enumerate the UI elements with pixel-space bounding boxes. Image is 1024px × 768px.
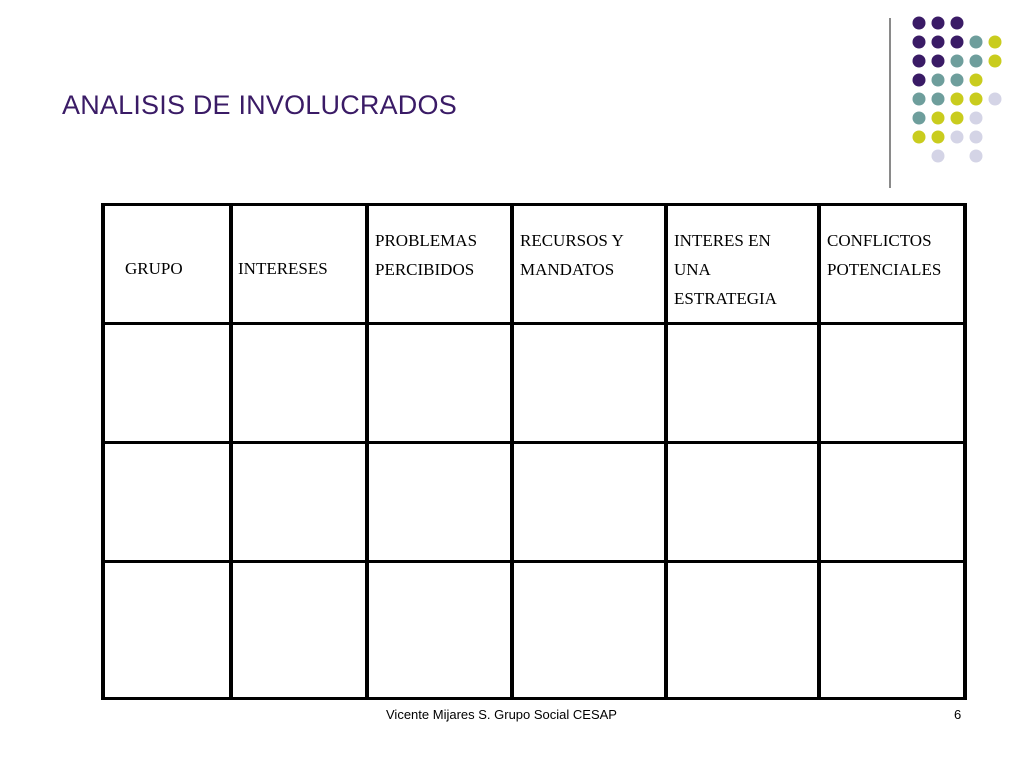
header-interes-estrategia: INTERES EN UNA ESTRATEGIA [674,231,777,308]
table-column-line [510,203,514,700]
decorative-dot [932,55,945,68]
decorative-dot [970,150,983,163]
header-grupo: GRUPO [125,259,183,278]
table-column-line [664,203,668,700]
table-column-line [963,203,967,700]
decorative-dot [970,55,983,68]
decorative-dot [913,93,926,106]
table-row-line [101,203,967,206]
table-column-line [229,203,233,700]
decorative-dot [951,36,964,49]
decorative-dot [989,36,1002,49]
decorative-dot [932,74,945,87]
decorative-dot [913,131,926,144]
table-column-line [365,203,369,700]
table-row-line [101,697,967,700]
decorative-dot [951,112,964,125]
decorative-dot [951,74,964,87]
decorative-dot [951,17,964,30]
decorative-dot [932,150,945,163]
slide-title: ANALISIS DE INVOLUCRADOS [62,90,457,120]
decorative-dot [989,93,1002,106]
decorative-dot [932,17,945,30]
decorative-dot [970,36,983,49]
header-intereses: INTERESES [238,259,328,278]
header-conflictos-potenciales: CONFLICTOS POTENCIALES [827,231,942,279]
table-row-line [101,441,967,444]
decorative-dot [970,74,983,87]
table-column-line [101,203,105,700]
decorative-dot [932,93,945,106]
decorative-dot [913,55,926,68]
header-recursos-mandatos: RECURSOS Y MANDATOS [520,231,624,279]
page-number: 6 [954,707,962,722]
decorative-dot [970,93,983,106]
decorative-dot [913,112,926,125]
decorative-dot [951,55,964,68]
decorative-dot [932,112,945,125]
decorative-dot [951,93,964,106]
decorative-dot [970,112,983,125]
table-column-line [817,203,821,700]
header-problemas-percibidos: PROBLEMAS PERCIBIDOS [375,231,478,279]
decorative-dot-grid [0,0,1024,200]
decorative-dot [913,17,926,30]
decorative-dot [951,131,964,144]
decorative-dot [913,36,926,49]
decorative-dot [932,131,945,144]
footer-author: Vicente Mijares S. Grupo Social CESAP [386,707,617,722]
decorative-dot [970,131,983,144]
table-row-line [101,322,967,325]
decorative-dot [989,55,1002,68]
decorative-dot [913,74,926,87]
stakeholder-table [101,203,967,700]
table-row-line [101,560,967,563]
decorative-dot [932,36,945,49]
